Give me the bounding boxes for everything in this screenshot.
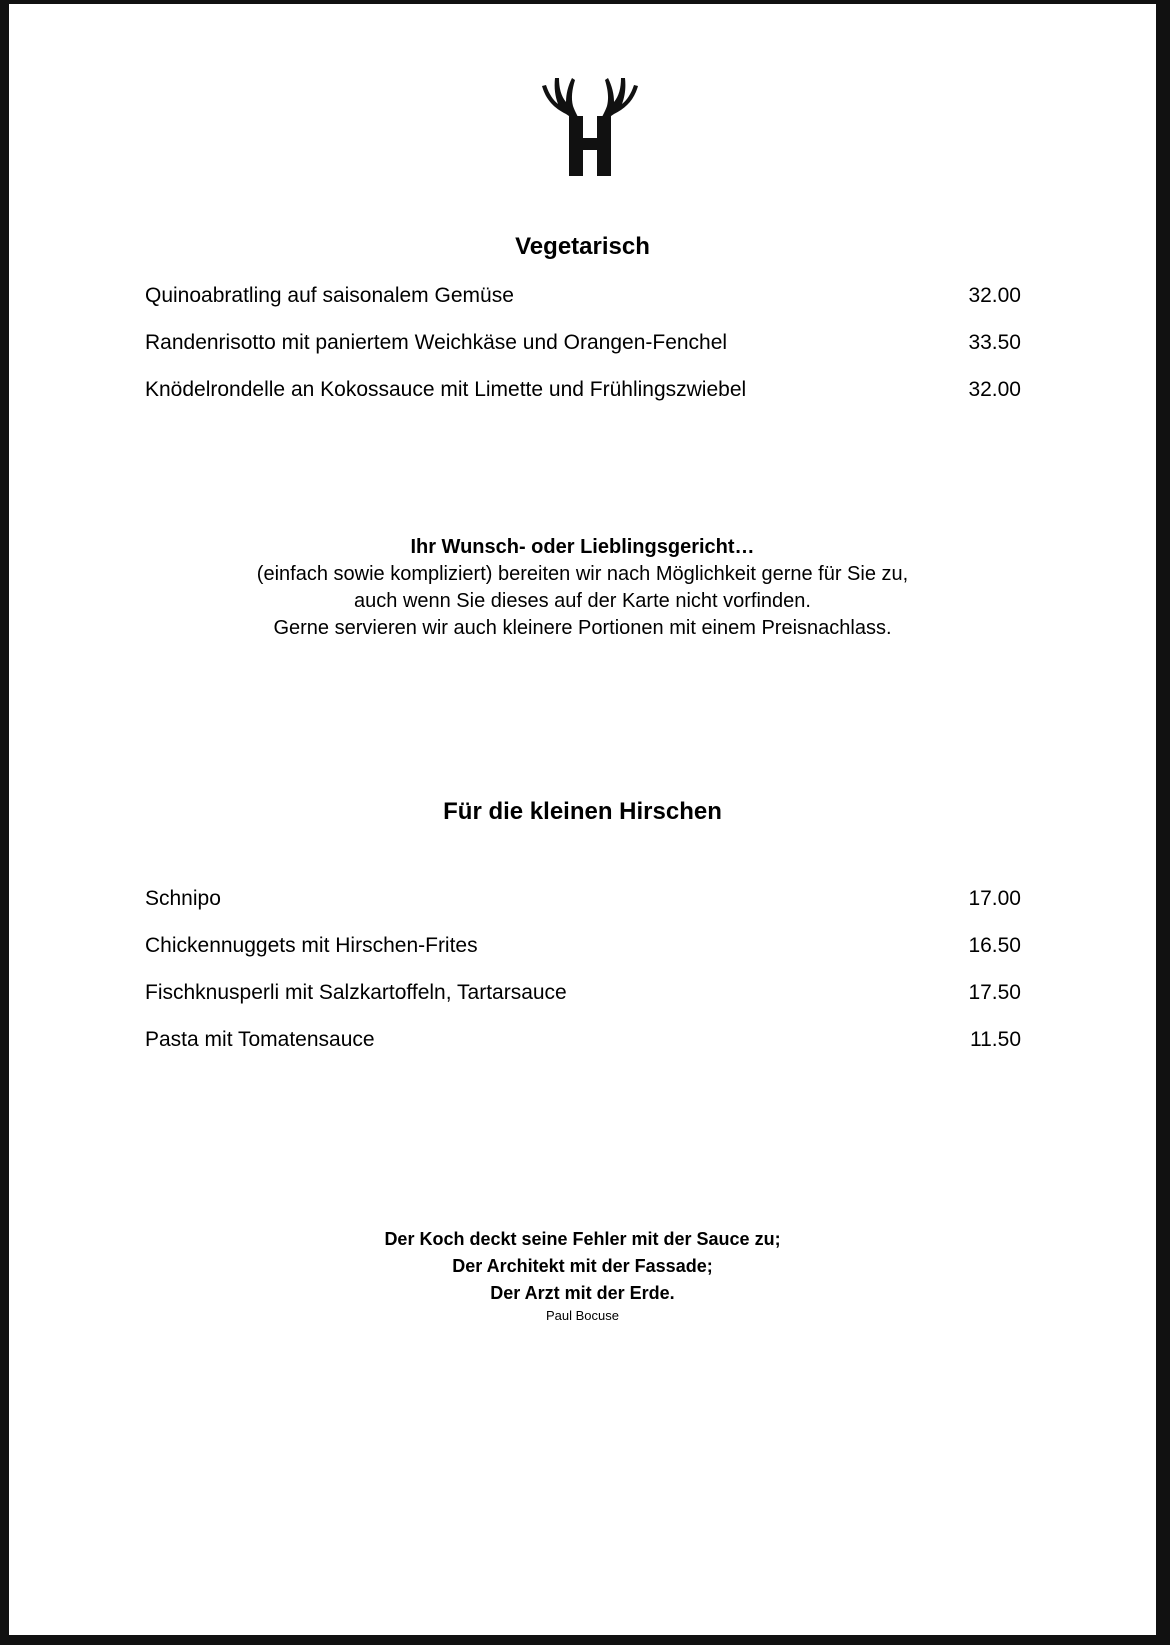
menu-item-price: 33.50	[968, 331, 1021, 354]
menu-item-name: Chickennuggets mit Hirschen-Frites	[145, 934, 478, 957]
vegetarian-menu-list	[145, 281, 1021, 422]
menu-item	[145, 328, 1021, 375]
wish-note	[9, 534, 1156, 642]
kids-menu-list	[145, 884, 1021, 1072]
chef-quote	[9, 1226, 1156, 1325]
menu-item-name: Fischknusperli mit Salzkartoffeln, Tartarsauce	[145, 981, 567, 1004]
wish-note-line: auch wenn Sie dieses auf der Karte nicht vorfinden.	[354, 590, 811, 612]
antler-h-logo-icon	[538, 72, 642, 178]
wish-note-line: (einfach sowie kompliziert) bereiten wir nach Möglichkeit gerne für Sie zu,	[256, 563, 909, 585]
quote-line: Der Architekt mit der Fassade;	[452, 1256, 713, 1276]
menu-item-name: Schnipo	[145, 887, 221, 910]
menu-item	[145, 1025, 1021, 1072]
menu-page	[9, 4, 1156, 1635]
quote-line: Der Koch deckt seine Fehler mit der Sauce zu;	[384, 1229, 781, 1249]
section-title-vegetarisch: Vegetarisch	[515, 233, 650, 260]
menu-item	[145, 375, 1021, 422]
menu-item-name: Quinoabratling auf saisonalem Gemüse	[145, 284, 514, 307]
menu-item-price: 17.50	[968, 981, 1021, 1004]
menu-item-name: Pasta mit Tomatensauce	[145, 1028, 375, 1051]
menu-item	[145, 931, 1021, 978]
quote-author: Paul Bocuse	[546, 1308, 619, 1323]
menu-item	[145, 884, 1021, 931]
menu-item-price: 32.00	[968, 378, 1021, 401]
menu-item-name: Randenrisotto mit paniertem Weichkäse und Orangen-Fenchel	[145, 331, 728, 354]
quote-line: Der Arzt mit der Erde.	[490, 1283, 675, 1303]
menu-item-price: 32.00	[968, 284, 1021, 307]
wish-note-title: Ihr Wunsch- oder Lieblingsgericht…	[410, 536, 755, 558]
section-title-kids: Für die kleinen Hirschen	[443, 798, 722, 825]
menu-item	[145, 978, 1021, 1025]
menu-item-name: Knödelrondelle an Kokossauce mit Limette und Frühlingszwiebel	[145, 378, 747, 401]
menu-item-price: 11.50	[970, 1028, 1021, 1051]
menu-item-price: 16.50	[968, 934, 1021, 957]
menu-item-price: 17.00	[968, 887, 1021, 910]
menu-item	[145, 281, 1021, 328]
wish-note-line: Gerne servieren wir auch kleinere Portionen mit einem Preisnachlass.	[273, 617, 892, 639]
